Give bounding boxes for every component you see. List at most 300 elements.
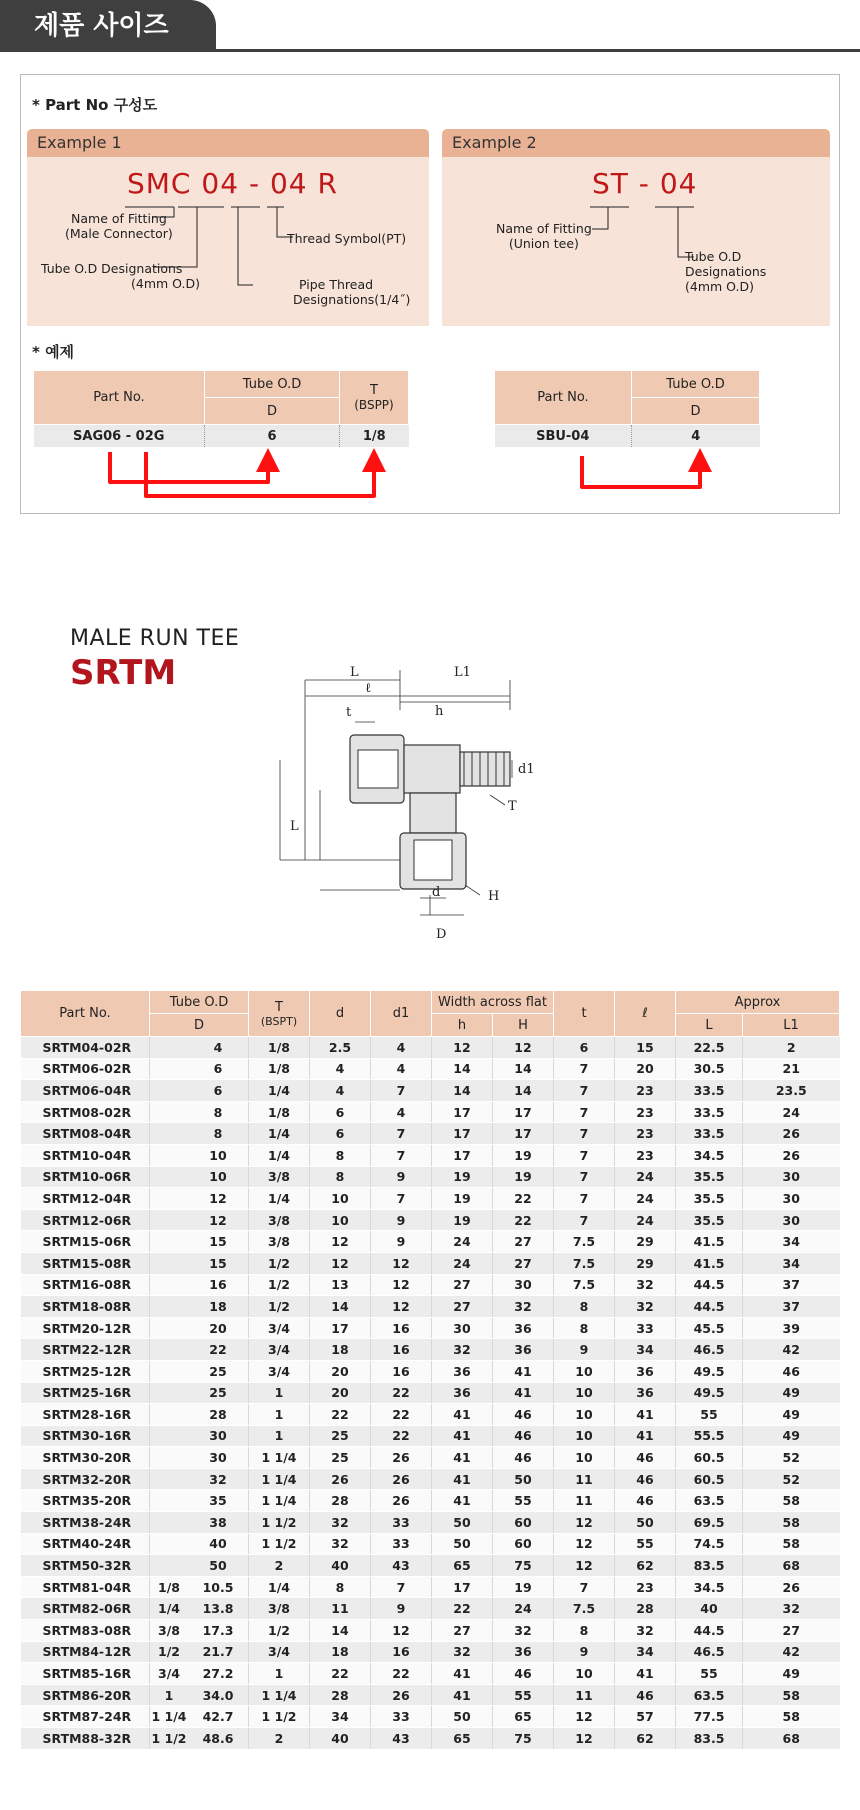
- cell-d1: 7: [371, 1576, 432, 1598]
- cell-part-no: SRTM50-32R: [21, 1555, 150, 1577]
- cell-thread-T: 1/8: [249, 1101, 310, 1123]
- cell-tube-inch: [150, 1188, 189, 1210]
- cell-l: 62: [615, 1728, 676, 1750]
- cell-tube-inch: [150, 1490, 189, 1512]
- dim-t: t: [346, 705, 352, 720]
- table-row: [21, 1728, 840, 1750]
- cell-tube-d: 10: [188, 1144, 249, 1166]
- cell-tube-inch: [150, 1512, 189, 1534]
- table-row: [21, 1555, 840, 1577]
- cell-part-no: SRTM40-24R: [21, 1533, 150, 1555]
- cell-h: 19: [432, 1166, 493, 1188]
- cell-part-no: SRTM06-04R: [21, 1080, 150, 1102]
- cell-thread-T: 1/2: [249, 1252, 310, 1274]
- col-tube-od: Tube O.D: [632, 371, 760, 398]
- cell-L1: 30: [743, 1188, 840, 1210]
- col-part-no: Part No.: [495, 371, 632, 425]
- cell-t: 10: [554, 1382, 615, 1404]
- cell-h: 24: [432, 1252, 493, 1274]
- cell-d1: 22: [371, 1404, 432, 1426]
- cell-part-no: SRTM12-04R: [21, 1188, 150, 1210]
- col-d: d: [310, 991, 371, 1037]
- cell-h: 41: [432, 1404, 493, 1426]
- cell-t: 7: [554, 1166, 615, 1188]
- cell-d1: 7: [371, 1144, 432, 1166]
- cell-thread-T: 1/8: [249, 1058, 310, 1080]
- col-t: t: [554, 991, 615, 1037]
- dim-L: L: [350, 665, 359, 680]
- cell-tube-inch: 1 1/4: [150, 1706, 189, 1728]
- cell-h: 22: [432, 1598, 493, 1620]
- cell-d1: 26: [371, 1490, 432, 1512]
- cell-t: 10: [554, 1425, 615, 1447]
- table-row: [21, 1252, 840, 1274]
- cell-l: 24: [615, 1209, 676, 1231]
- cell-h: 41: [432, 1468, 493, 1490]
- cell-l: 20: [615, 1058, 676, 1080]
- example1-label: Example 1: [27, 129, 429, 157]
- cell-L1: 37: [743, 1296, 840, 1318]
- cell-tube-d: 10: [188, 1166, 249, 1188]
- cell-h: 36: [432, 1382, 493, 1404]
- cell-L1: 49: [743, 1404, 840, 1426]
- cell-tube-inch: 1/8: [150, 1576, 189, 1598]
- cell-part-no: SRTM10-04R: [21, 1144, 150, 1166]
- cell-d1: 22: [371, 1663, 432, 1685]
- example1-thread-note: Thread Symbol(PT): [287, 231, 407, 246]
- cell-h: 17: [432, 1576, 493, 1598]
- cell-H: 19: [493, 1144, 554, 1166]
- dim-d: d: [432, 885, 441, 900]
- cell-thread-T: 1: [249, 1404, 310, 1426]
- cell-H: 65: [493, 1706, 554, 1728]
- cell-thread-T: 3/8: [249, 1166, 310, 1188]
- cell-t: 7: [554, 1123, 615, 1145]
- cell-t: 12: [554, 1728, 615, 1750]
- table-row: [21, 1360, 840, 1382]
- cell-part-no: SRTM06-02R: [21, 1058, 150, 1080]
- cell-d1: 33: [371, 1706, 432, 1728]
- cell-tube-d: 38: [188, 1512, 249, 1534]
- cell-thread-T: 1 1/2: [249, 1533, 310, 1555]
- cell-d: 28: [310, 1684, 371, 1706]
- cell-L: 55: [676, 1663, 743, 1685]
- cell-l: 55: [615, 1533, 676, 1555]
- spec-table-body: [21, 1037, 840, 1750]
- cell-H: 19: [493, 1576, 554, 1598]
- cell-thread-T: 1/4: [249, 1188, 310, 1210]
- example1-part-cell: SAG06 - 02G: [34, 425, 205, 448]
- cell-tube-inch: 1/2: [150, 1641, 189, 1663]
- cell-L1: 23.5: [743, 1080, 840, 1102]
- body: [404, 745, 460, 793]
- example2-label: Example 2: [442, 129, 830, 157]
- cell-l: 34: [615, 1339, 676, 1361]
- dim-h: h: [435, 704, 444, 719]
- cell-h: 27: [432, 1274, 493, 1296]
- cell-h: 12: [432, 1037, 493, 1059]
- cell-L1: 34: [743, 1252, 840, 1274]
- cell-H: 46: [493, 1447, 554, 1469]
- cell-tube-d: 25: [188, 1360, 249, 1382]
- cell-thread-T: 1/2: [249, 1274, 310, 1296]
- cell-thread-T: 3/4: [249, 1339, 310, 1361]
- table-row: [21, 1447, 840, 1469]
- cell-d: 26: [310, 1468, 371, 1490]
- cell-L1: 24: [743, 1101, 840, 1123]
- cell-L1: 49: [743, 1382, 840, 1404]
- cell-d1: 43: [371, 1555, 432, 1577]
- cell-L1: 30: [743, 1166, 840, 1188]
- cell-tube-d: 8: [188, 1101, 249, 1123]
- cell-L1: 26: [743, 1144, 840, 1166]
- cell-t: 12: [554, 1706, 615, 1728]
- cell-L1: 2: [743, 1037, 840, 1059]
- cell-thread-T: 1/8: [249, 1037, 310, 1059]
- cell-h: 27: [432, 1620, 493, 1642]
- cell-d1: 4: [371, 1037, 432, 1059]
- table-row: [21, 1209, 840, 1231]
- example2-tube-note: Tube O.D Designations (4mm O.D): [685, 249, 767, 294]
- cell-d: 14: [310, 1296, 371, 1318]
- cell-part-no: SRTM25-16R: [21, 1382, 150, 1404]
- table-row: [21, 1512, 840, 1534]
- cell-d: 6: [310, 1101, 371, 1123]
- cell-L: 55: [676, 1404, 743, 1426]
- cell-d1: 12: [371, 1274, 432, 1296]
- table-row: [21, 1663, 840, 1685]
- cell-L: 83.5: [676, 1728, 743, 1750]
- cell-H: 55: [493, 1490, 554, 1512]
- cell-L: 60.5: [676, 1468, 743, 1490]
- cell-H: 41: [493, 1360, 554, 1382]
- cell-L: 63.5: [676, 1490, 743, 1512]
- cell-L1: 21: [743, 1058, 840, 1080]
- cell-L1: 42: [743, 1339, 840, 1361]
- cell-d: 2.5: [310, 1037, 371, 1059]
- cell-d: 12: [310, 1231, 371, 1253]
- table-row: [21, 1382, 840, 1404]
- cell-h: 50: [432, 1512, 493, 1534]
- cell-l: 29: [615, 1252, 676, 1274]
- table-row: [21, 1144, 840, 1166]
- table-row: [21, 1101, 840, 1123]
- cell-l: 32: [615, 1296, 676, 1318]
- table-row: [21, 1684, 840, 1706]
- cell-tube-d: 12: [188, 1188, 249, 1210]
- cell-l: 28: [615, 1598, 676, 1620]
- cell-L: 44.5: [676, 1274, 743, 1296]
- cell-l: 41: [615, 1425, 676, 1447]
- cell-d1: 16: [371, 1339, 432, 1361]
- cell-d1: 16: [371, 1317, 432, 1339]
- example1-name-note: Name of Fitting (Male Connector): [65, 211, 173, 241]
- cell-tube-d: 30: [188, 1447, 249, 1469]
- cell-part-no: SRTM18-08R: [21, 1296, 150, 1318]
- cell-L: 35.5: [676, 1166, 743, 1188]
- cell-tube-inch: [150, 1425, 189, 1447]
- cell-tube-d: 27.2: [188, 1663, 249, 1685]
- dim-l: ℓ: [365, 681, 372, 696]
- cell-t: 7.5: [554, 1252, 615, 1274]
- cell-L1: 58: [743, 1684, 840, 1706]
- cell-tube-d: 35: [188, 1490, 249, 1512]
- table-row: [21, 1037, 840, 1059]
- arrow-tube-od: [110, 452, 268, 482]
- cell-L: 49.5: [676, 1360, 743, 1382]
- table-row: [21, 1317, 840, 1339]
- cell-part-no: SRTM83-08R: [21, 1620, 150, 1642]
- cell-t: 8: [554, 1317, 615, 1339]
- table-row: [21, 1166, 840, 1188]
- cell-h: 24: [432, 1231, 493, 1253]
- cell-L1: 58: [743, 1533, 840, 1555]
- cell-L: 77.5: [676, 1706, 743, 1728]
- cell-h: 50: [432, 1706, 493, 1728]
- cell-t: 9: [554, 1641, 615, 1663]
- cell-L: 44.5: [676, 1296, 743, 1318]
- cell-d1: 26: [371, 1468, 432, 1490]
- cell-L: 60.5: [676, 1447, 743, 1469]
- cell-d: 18: [310, 1339, 371, 1361]
- cell-t: 10: [554, 1663, 615, 1685]
- cell-H: 30: [493, 1274, 554, 1296]
- cell-part-no: SRTM16-08R: [21, 1274, 150, 1296]
- cell-H: 36: [493, 1641, 554, 1663]
- cell-l: 32: [615, 1620, 676, 1642]
- cell-tube-inch: [150, 1339, 189, 1361]
- cell-H: 41: [493, 1382, 554, 1404]
- cell-l: 23: [615, 1101, 676, 1123]
- cell-L1: 46: [743, 1360, 840, 1382]
- cell-h: 27: [432, 1296, 493, 1318]
- table-row: [21, 1404, 840, 1426]
- cell-part-no: SRTM86-20R: [21, 1684, 150, 1706]
- dim-L1: L1: [454, 665, 471, 680]
- cell-h: 41: [432, 1490, 493, 1512]
- cell-d: 8: [310, 1144, 371, 1166]
- cell-thread-T: 1 1/4: [249, 1447, 310, 1469]
- cell-tube-d: 32: [188, 1468, 249, 1490]
- cell-L1: 68: [743, 1555, 840, 1577]
- dim-D: D: [436, 927, 447, 942]
- example2-d-cell: 4: [632, 425, 760, 448]
- cell-tube-inch: [150, 1360, 189, 1382]
- cell-h: 19: [432, 1209, 493, 1231]
- cell-t: 7.5: [554, 1598, 615, 1620]
- cell-L: 83.5: [676, 1555, 743, 1577]
- cell-thread-T: 1: [249, 1382, 310, 1404]
- cell-tube-d: 10.5: [188, 1576, 249, 1598]
- cell-d: 11: [310, 1598, 371, 1620]
- cell-d: 13: [310, 1274, 371, 1296]
- cell-thread-T: 1/4: [249, 1144, 310, 1166]
- cell-l: 15: [615, 1037, 676, 1059]
- cell-L: 46.5: [676, 1339, 743, 1361]
- dim-T: T: [508, 799, 517, 814]
- arrow-thread: [146, 452, 374, 496]
- cell-L1: 49: [743, 1425, 840, 1447]
- cell-thread-T: 1/4: [249, 1576, 310, 1598]
- cell-l: 24: [615, 1166, 676, 1188]
- cell-tube-d: 12: [188, 1209, 249, 1231]
- col-H: H: [493, 1014, 554, 1037]
- cell-l: 62: [615, 1555, 676, 1577]
- cell-d1: 9: [371, 1231, 432, 1253]
- branch-body: [410, 793, 456, 833]
- cell-l: 46: [615, 1468, 676, 1490]
- cell-d: 18: [310, 1641, 371, 1663]
- cell-tube-inch: 1: [150, 1684, 189, 1706]
- cell-L: 33.5: [676, 1080, 743, 1102]
- cell-l: 33: [615, 1317, 676, 1339]
- cell-d: 40: [310, 1555, 371, 1577]
- example1-pipe-note: Pipe Thread Designations(1/4˝): [293, 277, 411, 307]
- cell-thread-T: 1/4: [249, 1080, 310, 1102]
- cell-tube-inch: [150, 1252, 189, 1274]
- table-row: [21, 1274, 840, 1296]
- cell-L: 41.5: [676, 1252, 743, 1274]
- cell-H: 50: [493, 1468, 554, 1490]
- cell-d1: 26: [371, 1447, 432, 1469]
- cell-thread-T: 1/2: [249, 1296, 310, 1318]
- table-row: [21, 1080, 840, 1102]
- cell-tube-inch: [150, 1404, 189, 1426]
- cell-H: 75: [493, 1555, 554, 1577]
- cell-thread-T: 1: [249, 1663, 310, 1685]
- cell-tube-inch: [150, 1382, 189, 1404]
- cell-d1: 9: [371, 1598, 432, 1620]
- cell-tube-inch: [150, 1447, 189, 1469]
- cell-part-no: SRTM32-20R: [21, 1468, 150, 1490]
- part-no-heading: * Part No 구성도: [32, 96, 158, 114]
- cell-tube-inch: [150, 1209, 189, 1231]
- cell-d: 14: [310, 1620, 371, 1642]
- cell-h: 17: [432, 1101, 493, 1123]
- cell-tube-inch: [150, 1296, 189, 1318]
- cell-t: 7: [554, 1144, 615, 1166]
- cell-d: 20: [310, 1360, 371, 1382]
- cell-tube-inch: [150, 1101, 189, 1123]
- cell-d1: 12: [371, 1296, 432, 1318]
- cell-d: 4: [310, 1058, 371, 1080]
- cell-h: 65: [432, 1728, 493, 1750]
- table-row: [21, 1641, 840, 1663]
- cell-d: 10: [310, 1188, 371, 1210]
- cell-H: 22: [493, 1209, 554, 1231]
- table-row: [21, 1576, 840, 1598]
- cell-thread-T: 3/8: [249, 1231, 310, 1253]
- cell-part-no: SRTM28-16R: [21, 1404, 150, 1426]
- cell-tube-d: 6: [188, 1058, 249, 1080]
- cell-h: 36: [432, 1360, 493, 1382]
- cell-tube-inch: [150, 1274, 189, 1296]
- cell-tube-inch: 1 1/2: [150, 1728, 189, 1750]
- cell-d: 40: [310, 1728, 371, 1750]
- example-arrows: [0, 0, 860, 520]
- spec-table: [20, 990, 840, 1750]
- cell-d1: 7: [371, 1188, 432, 1210]
- cell-h: 32: [432, 1339, 493, 1361]
- cell-h: 65: [432, 1555, 493, 1577]
- table-row: [21, 1490, 840, 1512]
- table-row: [21, 1706, 840, 1728]
- cell-H: 55: [493, 1684, 554, 1706]
- example-heading: * 예제: [32, 343, 75, 361]
- cell-thread-T: 1 1/4: [249, 1468, 310, 1490]
- cell-t: 7: [554, 1188, 615, 1210]
- cell-d1: 12: [371, 1252, 432, 1274]
- col-h: h: [432, 1014, 493, 1037]
- cell-part-no: SRTM10-06R: [21, 1166, 150, 1188]
- cell-l: 36: [615, 1360, 676, 1382]
- cell-part-no: SRTM30-16R: [21, 1425, 150, 1447]
- cell-part-no: SRTM82-06R: [21, 1598, 150, 1620]
- col-L: L: [676, 1014, 743, 1037]
- cell-thread-T: 3/4: [249, 1317, 310, 1339]
- table-row: [21, 1231, 840, 1253]
- cell-tube-inch: [150, 1080, 189, 1102]
- cell-H: 27: [493, 1231, 554, 1253]
- cell-t: 12: [554, 1533, 615, 1555]
- cell-L1: 58: [743, 1512, 840, 1534]
- col-t: T (BSPP): [340, 371, 409, 425]
- cell-H: 27: [493, 1252, 554, 1274]
- col-approx: Approx: [676, 991, 840, 1014]
- cell-d1: 7: [371, 1080, 432, 1102]
- cell-H: 46: [493, 1425, 554, 1447]
- col-L1: L1: [743, 1014, 840, 1037]
- example1-tube-note: Tube O.D Designations (4mm O.D): [41, 261, 200, 291]
- cell-l: 34: [615, 1641, 676, 1663]
- cell-t: 8: [554, 1620, 615, 1642]
- cell-d1: 43: [371, 1728, 432, 1750]
- cell-L: 69.5: [676, 1512, 743, 1534]
- cell-tube-d: 42.7: [188, 1706, 249, 1728]
- cell-L1: 52: [743, 1447, 840, 1469]
- cell-L: 33.5: [676, 1101, 743, 1123]
- col-d1: d1: [371, 991, 432, 1037]
- cell-d: 32: [310, 1533, 371, 1555]
- cell-L: 33.5: [676, 1123, 743, 1145]
- cell-h: 17: [432, 1144, 493, 1166]
- cell-l: 41: [615, 1663, 676, 1685]
- cell-d1: 7: [371, 1123, 432, 1145]
- cell-l: 23: [615, 1123, 676, 1145]
- cell-tube-inch: [150, 1166, 189, 1188]
- cell-tube-d: 40: [188, 1533, 249, 1555]
- cell-L: 74.5: [676, 1533, 743, 1555]
- code-tube-segment: 04: [201, 167, 240, 200]
- cell-L1: 34: [743, 1231, 840, 1253]
- cell-thread-T: 3/8: [249, 1598, 310, 1620]
- cell-h: 41: [432, 1684, 493, 1706]
- cell-t: 7.5: [554, 1231, 615, 1253]
- cell-L: 46.5: [676, 1641, 743, 1663]
- cell-H: 60: [493, 1512, 554, 1534]
- cell-tube-inch: [150, 1555, 189, 1577]
- cell-h: 50: [432, 1533, 493, 1555]
- cell-part-no: SRTM84-12R: [21, 1641, 150, 1663]
- cell-L1: 39: [743, 1317, 840, 1339]
- col-d: D: [632, 398, 760, 425]
- cell-tube-inch: [150, 1231, 189, 1253]
- cell-L: 49.5: [676, 1382, 743, 1404]
- cell-H: 75: [493, 1728, 554, 1750]
- cell-part-no: SRTM30-20R: [21, 1447, 150, 1469]
- cell-L1: 68: [743, 1728, 840, 1750]
- cell-L1: 26: [743, 1576, 840, 1598]
